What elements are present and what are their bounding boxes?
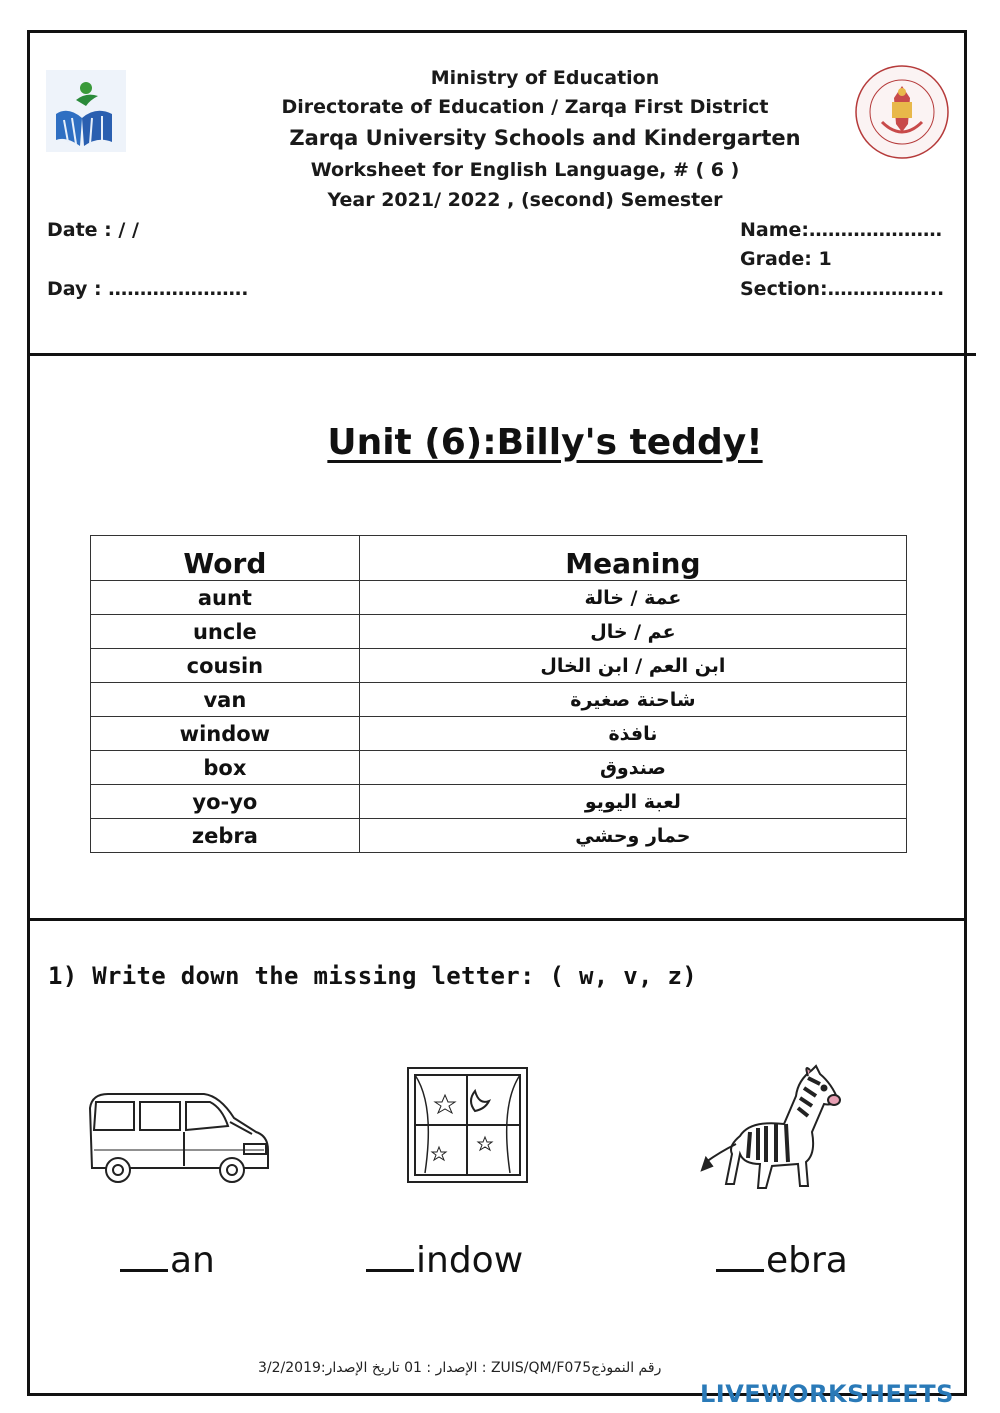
school-heading: Zarqa University Schools and Kindergarten (289, 126, 801, 150)
meaning-cell: ابن العم / ابن الخال (359, 649, 906, 683)
word-cell: window (91, 717, 360, 751)
meaning-cell: نافذة (359, 717, 906, 751)
date-field: Date : / / (47, 219, 139, 241)
table-row (91, 751, 907, 785)
column-header-word: Word (91, 536, 360, 581)
table-row (91, 717, 907, 751)
meaning-cell: عمة / خالة (359, 581, 906, 615)
meaning-cell: حمار وحشي (359, 819, 906, 853)
fill-in-window[interactable] (366, 1235, 523, 1281)
vocabulary-table (90, 535, 907, 853)
unit-title: Unit (6):Billy's teddy! (327, 422, 763, 463)
fill-in-zebra[interactable] (716, 1235, 848, 1281)
table-row (91, 819, 907, 853)
van-icon (84, 1088, 274, 1190)
grade-field: Grade: 1 (740, 248, 832, 270)
directorate-heading: Directorate of Education / Zarqa First District (281, 96, 769, 118)
school-logo-icon (46, 70, 126, 152)
answer-blank[interactable] (120, 1235, 168, 1272)
answer-blank[interactable] (716, 1235, 764, 1272)
exercise-question: 1) Write down the missing letter: ( w, v, z) (48, 962, 697, 990)
table-row (91, 615, 907, 649)
zebra-icon (700, 1062, 845, 1195)
meaning-cell: صندوق (359, 751, 906, 785)
word-suffix: indow (416, 1240, 524, 1281)
day-field: Day : …………………. (47, 278, 249, 300)
word-cell: cousin (91, 649, 360, 683)
meaning-cell: لعبة اليويو (359, 785, 906, 819)
column-header-meaning: Meaning (359, 536, 906, 581)
table-row (91, 785, 907, 819)
word-cell: yo-yo (91, 785, 360, 819)
word-cell: uncle (91, 615, 360, 649)
table-row (91, 581, 907, 615)
liveworksheets-watermark: LIVEWORKSHEETS (700, 1380, 954, 1408)
fill-in-van[interactable] (120, 1235, 215, 1281)
worksheet-heading: Worksheet for English Language, # ( 6 ) (310, 159, 740, 181)
table-header-row (91, 536, 907, 581)
section-field: Section:……………... (740, 278, 945, 300)
year-heading: Year 2021/ 2022 , (second) Semester (327, 189, 723, 211)
answer-blank[interactable] (366, 1235, 414, 1272)
name-field: Name:………………… (740, 219, 943, 241)
meaning-cell: شاحنة صغيرة (359, 683, 906, 717)
section-divider (30, 918, 967, 921)
word-suffix: an (170, 1240, 215, 1281)
word-cell: aunt (91, 581, 360, 615)
ministry-heading: Ministry of Education (430, 67, 660, 89)
word-cell: box (91, 751, 360, 785)
window-icon (405, 1065, 530, 1185)
header-divider (30, 353, 976, 356)
form-footer: رقم النموذجZUIS/QM/F075 : الإصدار : 01 تاريخ الإصدار:3/2/2019 (258, 1360, 662, 1376)
table-row (91, 649, 907, 683)
meaning-cell: عم / خال (359, 615, 906, 649)
table-row (91, 683, 907, 717)
word-cell: van (91, 683, 360, 717)
word-suffix: ebra (766, 1240, 848, 1281)
word-cell: zebra (91, 819, 360, 853)
